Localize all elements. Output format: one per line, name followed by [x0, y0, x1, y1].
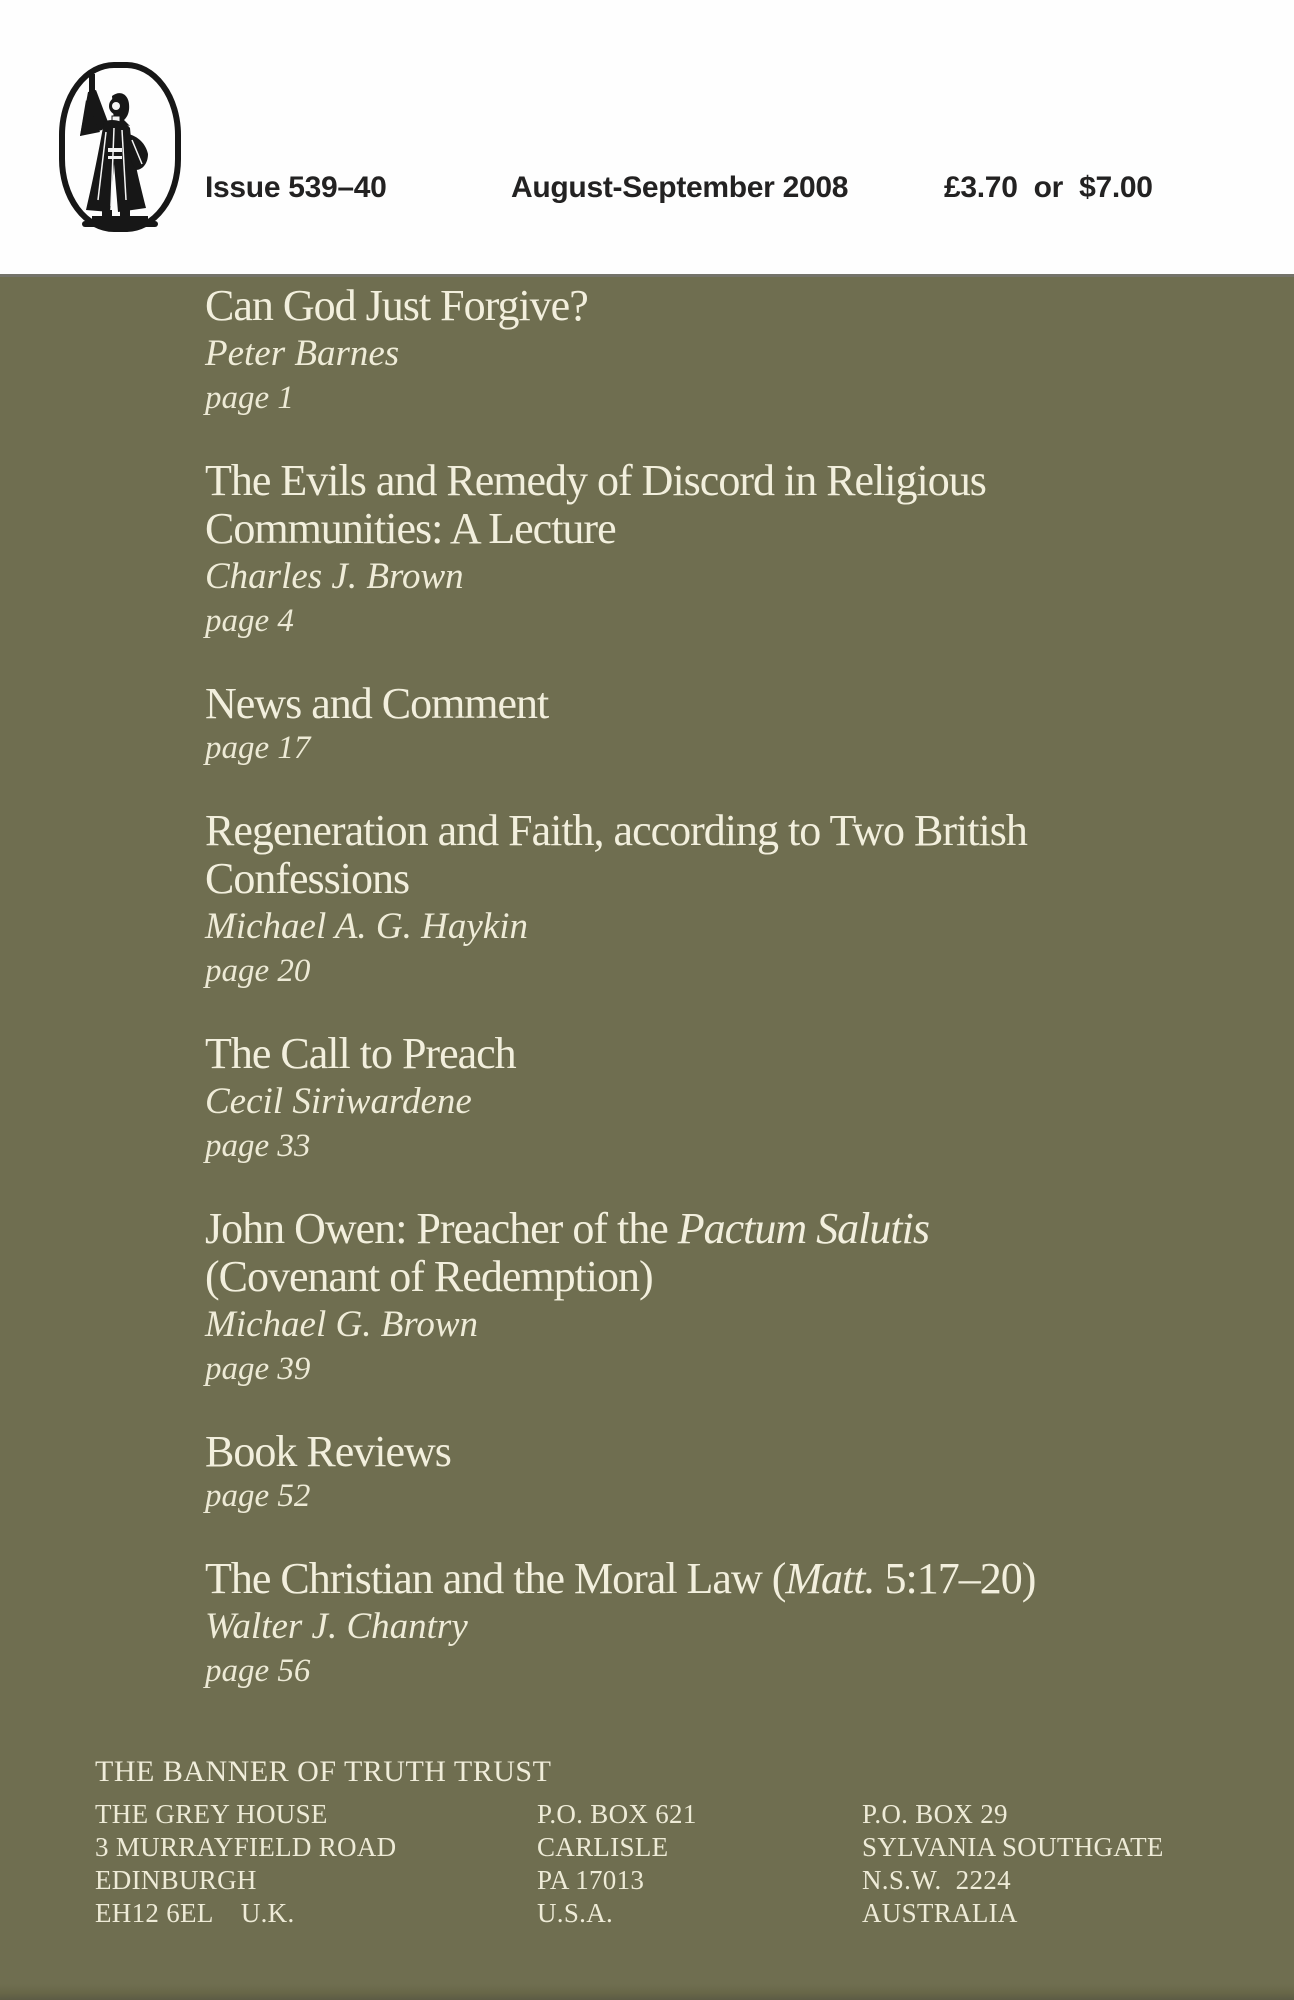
bottom-edge-shade	[0, 1984, 1294, 2000]
article-title-line2: (Covenant of Redemption)	[205, 1252, 653, 1301]
address-line: SYLVANIA SOUTHGATE	[862, 1832, 1164, 1862]
address-line: 3 MURRAYFIELD ROAD	[95, 1832, 397, 1862]
article-author: Peter Barnes	[205, 333, 400, 374]
article-author: Cecil Siriwardene	[205, 1081, 472, 1122]
cover-price: £3.70 or $7.00	[944, 171, 1153, 204]
article-page-ref: page 56	[205, 1653, 311, 1689]
title-roman-segment: The Christian and the Moral Law (	[205, 1554, 786, 1603]
toc-entry	[205, 282, 1254, 419]
article-page-ref: page 4	[205, 603, 294, 639]
article-page-ref: page 17	[205, 730, 311, 766]
address-line: EH12 6EL U.K.	[95, 1898, 295, 1928]
article-title: The Evils and Remedy of Discord in Religious	[205, 456, 986, 505]
address-line: P.O. BOX 621	[537, 1799, 697, 1829]
title-roman-segment: 5:17–20)	[874, 1554, 1036, 1603]
address-line: N.S.W. 2224	[862, 1865, 1011, 1895]
article-title	[205, 1555, 1254, 1603]
article-page-ref: page 20	[205, 953, 311, 989]
article-title: The Call to Preach	[205, 1029, 516, 1078]
article-author: Charles J. Brown	[205, 556, 464, 597]
address-usa	[537, 1798, 862, 1930]
address-line: THE GREY HOUSE	[95, 1799, 328, 1829]
address-line: AUSTRALIA	[862, 1898, 1018, 1928]
issue-number: Issue 539–40	[205, 171, 387, 204]
address-line: CARLISLE	[537, 1832, 669, 1862]
publisher-info	[0, 1730, 1294, 1930]
publisher-name: THE BANNER OF TRUTH TRUST	[95, 1755, 552, 1788]
toc-entry	[205, 807, 1254, 992]
preacher-statue-icon	[56, 60, 184, 236]
toc-entry	[205, 1205, 1254, 1390]
contents-panel	[0, 274, 1294, 2000]
address-australia	[862, 1798, 1164, 1930]
title-italic-segment: Matt.	[785, 1554, 875, 1603]
article-author: Walter J. Chantry	[205, 1606, 468, 1647]
address-line: PA 17013	[537, 1865, 645, 1895]
title-italic-segment: Pactum Salutis	[677, 1204, 929, 1253]
publisher-addresses	[95, 1798, 1264, 1930]
toc-entry	[205, 1555, 1254, 1692]
masthead-text-row	[0, 173, 1294, 209]
table-of-contents	[0, 277, 1294, 1692]
article-title: News and Comment	[205, 679, 549, 728]
masthead	[0, 0, 1294, 274]
toc-entry	[205, 457, 1254, 642]
address-line: P.O. BOX 29	[862, 1799, 1008, 1829]
address-line: EDINBURGH	[95, 1865, 257, 1895]
article-title: Regeneration and Faith, according to Two British	[205, 806, 1027, 855]
toc-entry	[205, 1030, 1254, 1167]
address-line: U.S.A.	[537, 1898, 614, 1928]
article-title: Book Reviews	[205, 1427, 451, 1476]
article-page-ref: page 33	[205, 1128, 311, 1164]
issue-date: August-September 2008	[511, 171, 849, 204]
address-uk	[95, 1798, 537, 1930]
article-author: Michael G. Brown	[205, 1304, 479, 1345]
article-page-ref: page 39	[205, 1351, 311, 1387]
article-title-line2: Communities: A Lecture	[205, 504, 616, 553]
article-page-ref: page 52	[205, 1478, 311, 1514]
toc-entry	[205, 680, 1254, 769]
article-title-line2: Confessions	[205, 854, 410, 903]
article-page-ref: page 1	[205, 380, 294, 416]
article-title	[205, 1205, 1254, 1253]
article-author: Michael A. G. Haykin	[205, 906, 528, 947]
article-title: Can God Just Forgive?	[205, 281, 588, 330]
banner-of-truth-logo	[56, 60, 184, 236]
toc-entry	[205, 1428, 1254, 1517]
title-roman-segment: John Owen: Preacher of the	[205, 1204, 678, 1253]
